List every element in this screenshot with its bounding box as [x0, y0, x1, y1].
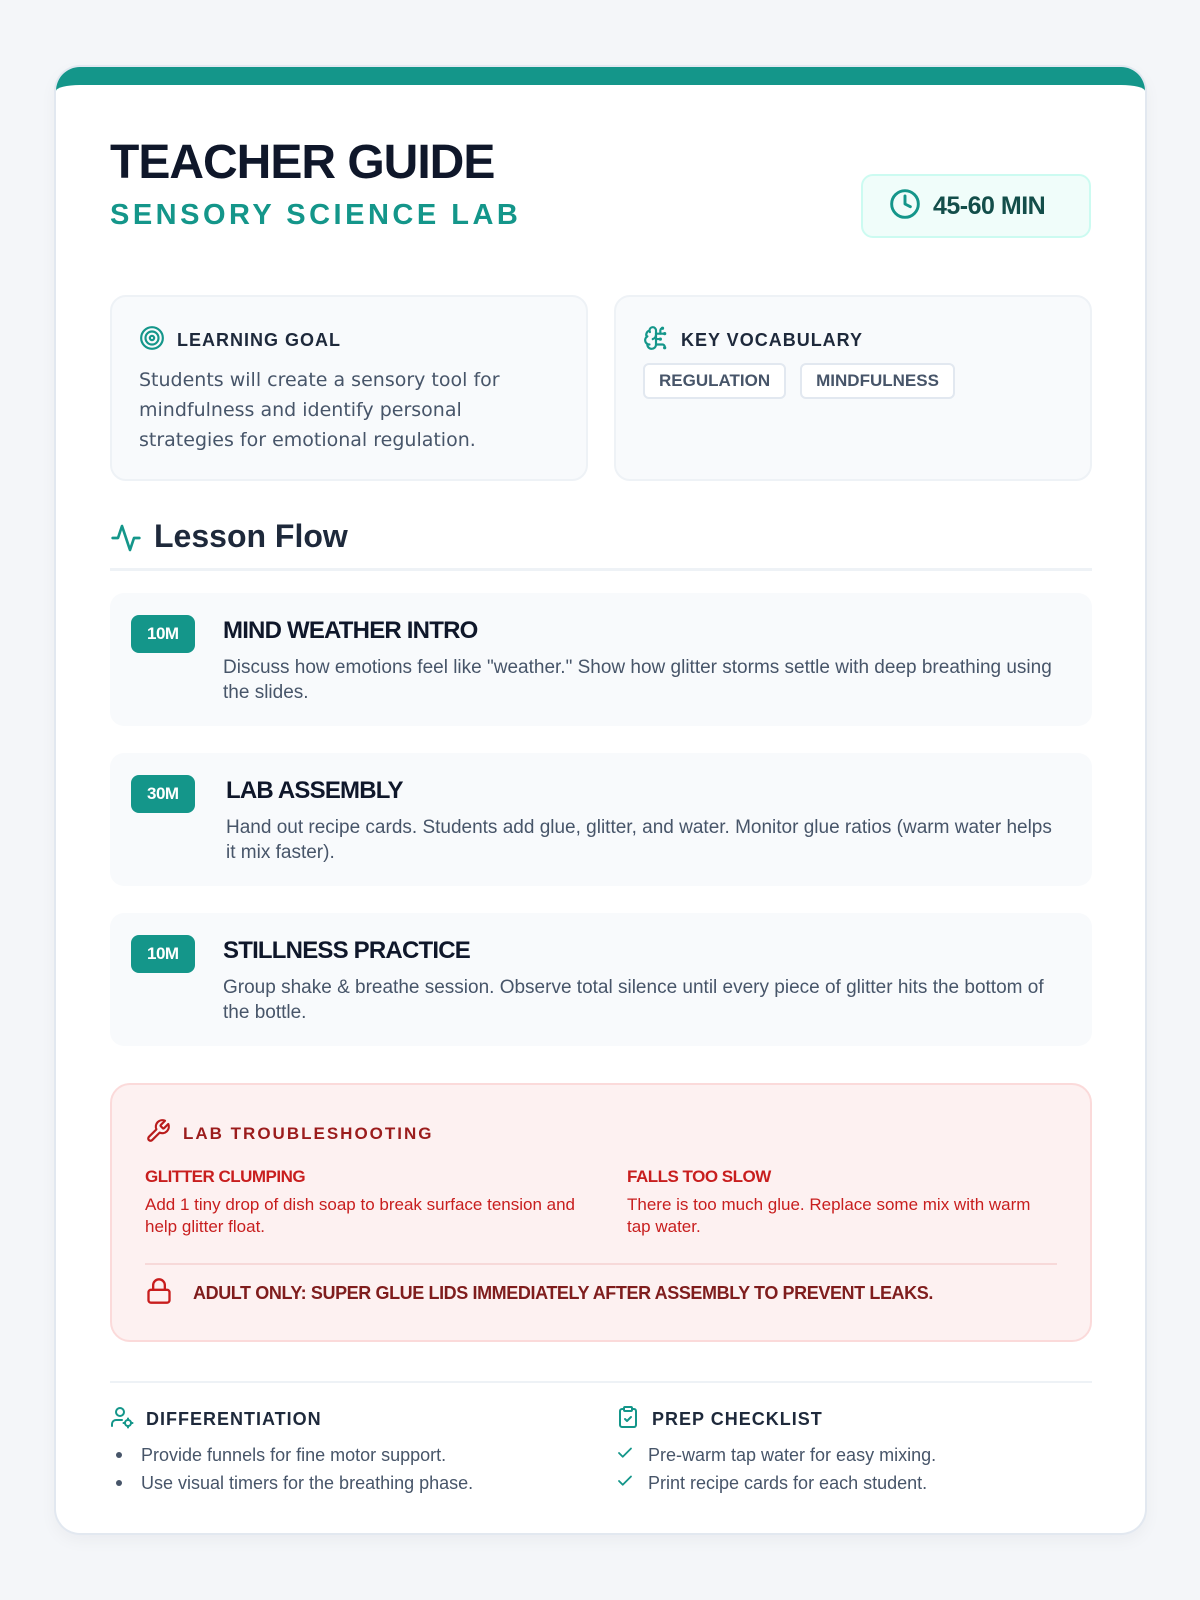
lesson-step [110, 913, 1092, 1046]
list-item [110, 1441, 590, 1469]
lock-icon [145, 1277, 173, 1310]
key-vocabulary-box [614, 295, 1092, 481]
step-time-badge: 10M [131, 935, 195, 973]
brain-icon [643, 325, 669, 356]
list-item-text: Provide funnels for fine motor support. [141, 1444, 447, 1465]
activity-icon [110, 522, 142, 559]
duration-badge [861, 174, 1091, 238]
prep-checklist-label: PREP CHECKLIST [652, 1408, 823, 1429]
clipboard-check-icon [616, 1405, 640, 1434]
learning-goal-text: Students will create a sensory tool for mindfulness and identify personal strategies for emotional regulation. [139, 369, 500, 451]
vocabulary-tag: REGULATION [643, 363, 786, 399]
checklist-item-text: Pre-warm tap water for easy mixing. [648, 1444, 937, 1465]
divider [110, 1381, 1092, 1383]
differentiation-section [110, 1405, 590, 1497]
lab-troubleshooting-box [110, 1083, 1092, 1342]
divider [145, 1263, 1057, 1265]
lesson-flow-title: Lesson Flow [154, 518, 348, 554]
bullet-icon [116, 1452, 122, 1458]
page-title: TEACHER GUIDE [110, 136, 495, 189]
duration-text: 45-60 MIN [933, 191, 1046, 220]
lesson-step [110, 753, 1092, 886]
key-vocabulary-label: KEY VOCABULARY [681, 330, 864, 350]
list-item-text: Use visual timers for the breathing phase. [141, 1472, 474, 1493]
wrench-icon [145, 1118, 171, 1149]
checklist-item [616, 1469, 1096, 1497]
checklist-item [616, 1441, 1096, 1469]
step-title: STILLNESS PRACTICE [223, 937, 470, 964]
bullet-icon [116, 1480, 122, 1486]
warning-text: ADULT ONLY: SUPER GLUE LIDS IMMEDIATELY AFTER ASSEMBLY TO PREVENT LEAKS. [193, 1283, 933, 1303]
vocabulary-tags [643, 363, 955, 399]
troubleshooting-issue [145, 1167, 575, 1238]
step-title: LAB ASSEMBLY [226, 777, 403, 804]
step-description: Discuss how emotions feel like "weather." Show how glitter storms settle with deep breathing using the slides. [223, 657, 1052, 703]
step-time-badge: 30M [131, 775, 195, 813]
check-icon [616, 1444, 634, 1467]
step-time-badge: 10M [131, 615, 195, 653]
troubleshooting-issue [627, 1167, 1057, 1238]
step-title: MIND WEATHER INTRO [223, 617, 478, 644]
step-description: Hand out recipe cards. Students add glue, glitter, and water. Monitor glue ratios (warm water helps it mix faster). [226, 817, 1052, 863]
clock-icon [889, 188, 921, 225]
lesson-flow-heading [110, 516, 1092, 571]
teacher-guide-card [56, 67, 1145, 1533]
list-item [110, 1469, 590, 1497]
learning-goal-box [110, 295, 588, 481]
differentiation-label: DIFFERENTIATION [146, 1408, 322, 1429]
check-icon [616, 1472, 634, 1495]
issue-name: FALLS TOO SLOW [627, 1167, 771, 1186]
safety-warning [145, 1277, 933, 1310]
differentiation-list [110, 1441, 590, 1497]
prep-checklist-section [616, 1405, 1096, 1497]
page-subtitle: SENSORY SCIENCE LAB [110, 199, 522, 231]
issue-fix: There is too much glue. Replace some mix with warm tap water. [627, 1195, 1031, 1236]
lesson-step [110, 593, 1092, 726]
checklist-item-text: Print recipe cards for each student. [648, 1472, 928, 1493]
learning-goal-label: LEARNING GOAL [177, 330, 341, 350]
target-icon [139, 325, 165, 356]
vocabulary-tag: MINDFULNESS [800, 363, 955, 399]
step-description: Group shake & breathe session. Observe total silence until every piece of glitter hits the bottom of the bottle. [223, 977, 1044, 1023]
troubleshooting-label: LAB TROUBLESHOOTING [183, 1123, 434, 1143]
user-settings-icon [110, 1405, 134, 1434]
issue-name: GLITTER CLUMPING [145, 1167, 306, 1186]
prep-checklist-list [616, 1441, 1096, 1497]
issue-fix: Add 1 tiny drop of dish soap to break surface tension and help glitter float. [145, 1195, 575, 1236]
